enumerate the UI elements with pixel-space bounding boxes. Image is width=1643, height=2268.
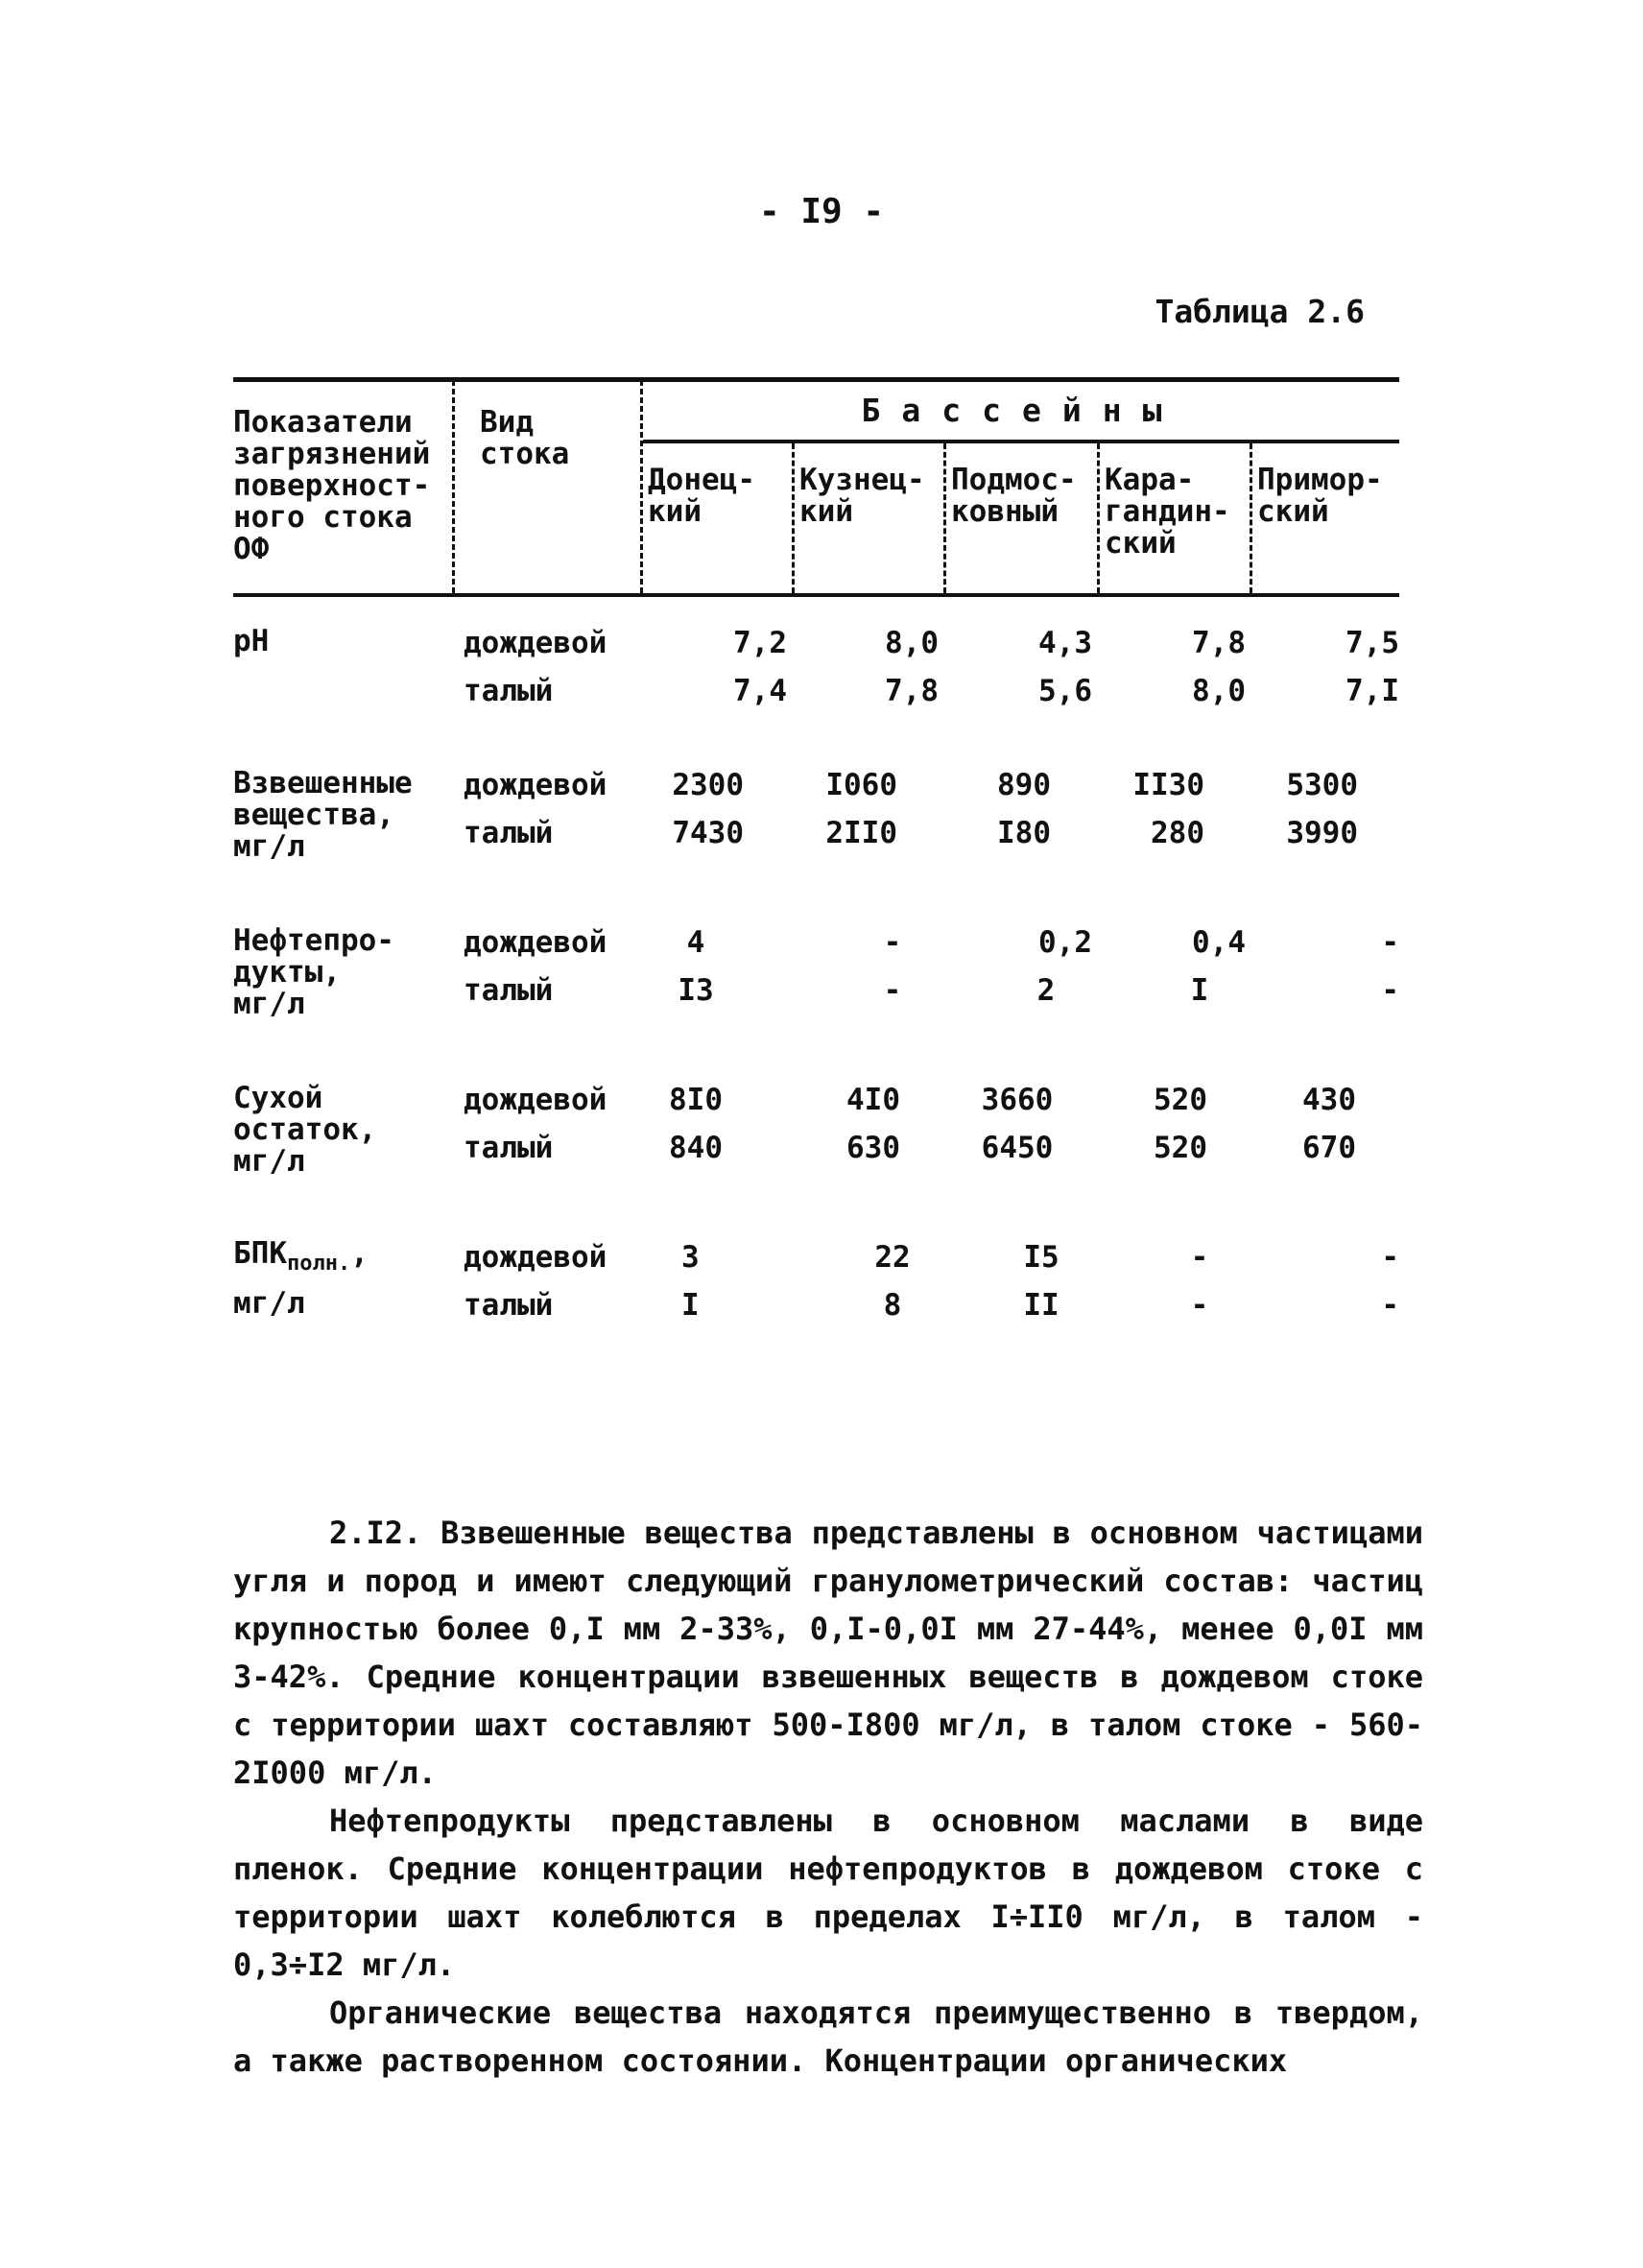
table-top-rule	[233, 377, 1399, 382]
table-cell: 7,I	[1345, 674, 1399, 708]
table-cell: 2II0	[825, 816, 897, 850]
table-cell: I060	[825, 768, 897, 802]
runoff-type-rain: дождевой	[464, 626, 607, 660]
table-cell: 8	[883, 1288, 902, 1323]
table-cell: -	[883, 973, 902, 1008]
runoff-type-melt: талый	[464, 1131, 554, 1165]
col-separator	[1097, 443, 1100, 593]
header-basin-primorsky: Примор- ский	[1257, 463, 1383, 529]
table-cell: 22	[874, 1240, 911, 1275]
table-cell: 4I0	[846, 1083, 900, 1117]
runoff-type-melt: талый	[464, 674, 554, 708]
table-cell: II30	[1132, 768, 1204, 802]
table-cell: 840	[669, 1131, 723, 1165]
table-cell: -	[1381, 973, 1399, 1008]
table-cell: 520	[1154, 1131, 1207, 1165]
table-cell: 2300	[672, 768, 744, 802]
table-cell: 7430	[672, 816, 744, 850]
row-label-bod-units: мг/л	[233, 1286, 305, 1321]
table-cell: 4,3	[1038, 626, 1092, 660]
table-cell: 7,5	[1345, 626, 1399, 660]
paragraph: Органические вещества находятся преимущественно в твердом, а также растворенном состоянии. Концентрации органических	[233, 1994, 1423, 2079]
header-basin-karaganda: Кара- гандин- ский	[1105, 463, 1230, 561]
table-cell: -	[1190, 1288, 1209, 1323]
header-basin-moscow: Подмос- ковный	[951, 463, 1077, 529]
table-cell: I	[1190, 973, 1209, 1008]
runoff-type-rain: дождевой	[464, 768, 607, 802]
basins-rule	[643, 440, 1399, 443]
table-cell: 4	[686, 925, 705, 960]
runoff-type-rain: дождевой	[464, 1240, 607, 1275]
runoff-type-melt: талый	[464, 973, 554, 1008]
header-runoff-type: Вид стока	[480, 405, 570, 471]
bod-label-subscript: полн.	[287, 1252, 351, 1277]
table-cell: 6450	[981, 1131, 1054, 1165]
row-label-suspended-solids: Взвешенные вещества, мг/л	[233, 766, 413, 864]
col-separator	[452, 380, 455, 593]
table-cell: II	[1023, 1288, 1060, 1323]
runoff-type-melt: талый	[464, 1288, 554, 1323]
row-label-bod	[233, 1238, 369, 1279]
table-cell: -	[1381, 1240, 1399, 1275]
table-cell: 5,6	[1038, 674, 1092, 708]
table-cell: 7,8	[1192, 626, 1246, 660]
runoff-type-rain: дождевой	[464, 1083, 607, 1117]
table-cell: 630	[846, 1131, 900, 1165]
table-cell: I80	[997, 816, 1051, 850]
col-separator	[943, 443, 946, 593]
table-cell: 7,2	[733, 626, 787, 660]
table-cell: 7,4	[733, 674, 787, 708]
col-separator	[1250, 443, 1252, 593]
table-header-bottom-rule	[233, 593, 1399, 597]
runoff-type-melt: талый	[464, 816, 554, 850]
table-cell: 8I0	[669, 1083, 723, 1117]
row-label-dry-residue: Сухой остаток, мг/л	[233, 1081, 377, 1179]
table-cell: 2	[1036, 973, 1056, 1008]
table-cell: 890	[997, 768, 1051, 802]
runoff-type-rain: дождевой	[464, 925, 607, 960]
table-cell: 670	[1302, 1131, 1356, 1165]
table-cell: 5300	[1286, 768, 1358, 802]
table-cell: I	[681, 1288, 700, 1323]
paragraph: Нефтепродукты представлены в основном маслами в виде пленок. Средние концентрации нефтепродуктов в дождевом стоке с территории шахт колеблются в пределах I÷II0 мг/л, в талом - 0,3÷I2 мг/л.	[233, 1802, 1423, 1983]
header-indicators: Показатели загрязнений поверхност- ного стока ОФ	[233, 405, 431, 566]
page-number: - I9 -	[758, 192, 885, 231]
table-cell: 8,0	[1192, 674, 1246, 708]
table-cell: 280	[1151, 816, 1204, 850]
bod-label-comma: ,	[350, 1236, 369, 1271]
table-cell: 0,2	[1038, 925, 1092, 960]
table-cell: -	[1381, 925, 1399, 960]
table-cell: 520	[1154, 1083, 1207, 1117]
col-separator	[792, 443, 795, 593]
header-basins: Бассейны	[861, 392, 1183, 429]
table-cell: I3	[678, 973, 714, 1008]
table-caption: Таблица 2.6	[1155, 293, 1365, 330]
table-cell: -	[1381, 1288, 1399, 1323]
table-cell: I5	[1023, 1240, 1060, 1275]
table-cell: 3660	[981, 1083, 1054, 1117]
bod-label-main: БПК	[233, 1236, 287, 1271]
table-cell: 3	[681, 1240, 700, 1275]
table-cell: -	[1190, 1240, 1209, 1275]
row-label-petroleum-products: Нефтепро- дукты, мг/л	[233, 923, 394, 1021]
table-cell: 430	[1302, 1083, 1356, 1117]
header-basin-donetsk: Донец- кий	[648, 463, 755, 529]
row-label-ph: pH	[233, 624, 270, 658]
header-basin-kuznetsk: Кузнец- кий	[799, 463, 925, 529]
body-text	[233, 1509, 1423, 2085]
table-cell: 7,8	[885, 674, 939, 708]
table-cell: -	[883, 925, 902, 960]
table-cell: 0,4	[1192, 925, 1246, 960]
table-cell: 3990	[1286, 816, 1358, 850]
table-cell: 8,0	[885, 626, 939, 660]
paragraph: 2.I2. Взвешенные вещества представлены в основном частицами угля и пород и имеют следующий гранулометрический состав: частиц крупностью более 0,I мм 2-33%, 0,I-0,0I мм 27-44%, менее 0,0I мм 3-42%. Средние концентрации взвешенных веществ в дождевом стоке с территории шахт составляют 500-I800 мг/л, в талом стоке - 560-2I000 мг/л.	[233, 1515, 1424, 1791]
